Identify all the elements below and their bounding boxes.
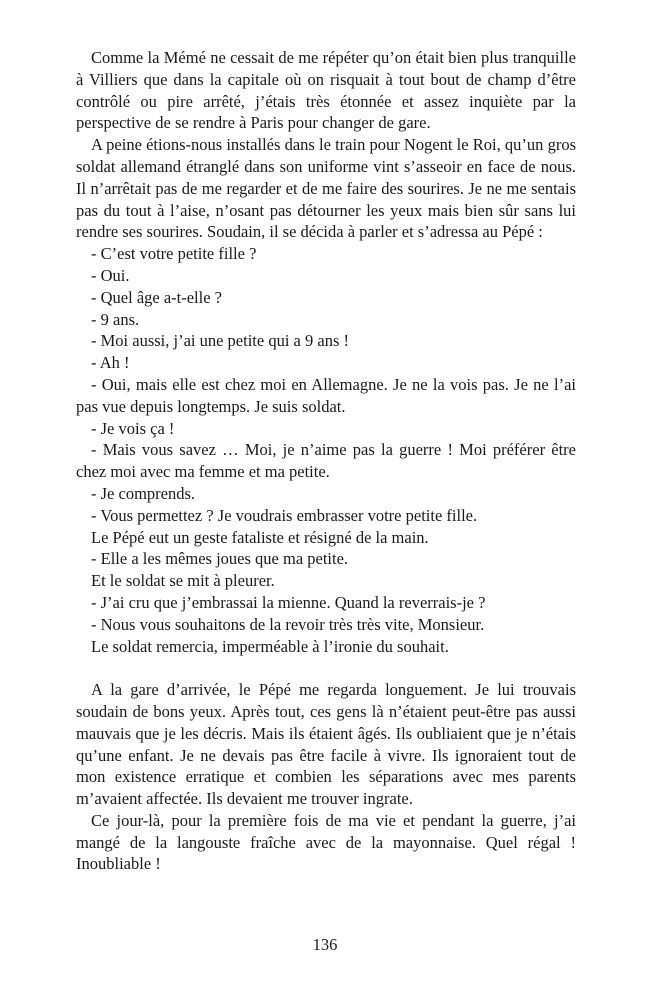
paragraph-4: Ce jour-là, pour la première fois de ma vie et pendant la guerre, j’ai mangé de la langouste fraîche avec de la mayonnaise. Quel régal ! Inoubliable ! [76,810,576,874]
paragraph-2: A peine étions-nous installés dans le train pour Nogent le Roi, qu’un gros soldat allemand étranglé dans son uniforme vint s’asseoir en face de nous. Il n’arrêtait pas de me regarder et de me faire des sourires. Je ne me sentais pas du tout à l’aise, n’osant pas détourner les yeux mais bien sûr sans lui rendre ses sourires. Soudain, il se décida à parler et s’adressa au Pépé : [76,135,576,242]
narration-line: Le soldat remercia, imperméable à l’ironie du souhait. [91,636,449,656]
dialogue-paragraph: - Oui, mais elle est chez moi en Allemagne. Je ne la vois pas. Je ne l’ai pas vue depuis longtemps. Je suis soldat. [76,374,576,416]
paragraph-3: A la gare d’arrivée, le Pépé me regarda longuement. Je lui trouvais soudain de bons yeux. Après tout, ces gens là n’étaient peut-être pas aussi mauvais que je les décris. Mais ils étaient âgés. Ils oubliaient que je n’étais qu’une enfant. Je ne devais pas être facile à vivre. Ils ignoraient tout de mon existence erratique et combien les séparations avec mes parents m’avaient affectée. Ils devaient me trouver ingrate. [76,680,576,809]
narration-line: Le Pépé eut un geste fataliste et résigné de la main. [91,527,429,547]
dialogue-line: - Je comprends. [91,483,196,503]
dialogue-paragraph: - Mais vous savez … Moi, je n’aime pas la guerre ! Moi préférer être chez moi avec ma femme et ma petite. [76,440,576,482]
dialogue-line: - Je vois ça ! [91,418,175,438]
dialogue-line: - Elle a les mêmes joues que ma petite. [91,549,349,569]
book-page-text [76,47,576,875]
narration-line: Et le soldat se mit à pleurer. [91,571,275,591]
dialogue-line: - Ah ! [91,353,130,373]
dialogue-line: - Oui. [91,265,130,285]
dialogue-line: - Quel âge a-t-elle ? [91,287,223,307]
page-number: 136 [312,935,338,954]
dialogue-line: - J’ai cru que j’embrassai la mienne. Quand la reverrais-je ? [91,592,486,612]
dialogue-line: - C’est votre petite fille ? [91,244,257,264]
dialogue-line: - Nous vous souhaitons de la revoir très très vite, Monsieur. [91,614,485,634]
dialogue-line: - 9 ans. [91,309,140,329]
dialogue-line: - Moi aussi, j’ai une petite qui a 9 ans ! [91,331,349,351]
paragraph-1: Comme la Mémé ne cessait de me répéter qu’on était bien plus tranquille à Villiers que dans la capitale où on risquait à tout bout de champ d’être contrôlé ou pire arrêté, j’étais très étonnée et assez inquiète par la perspective de se rendre à Paris pour changer de gare. [76,48,576,133]
section-spacer [76,657,576,679]
dialogue-line: - Vous permettez ? Je voudrais embrasser votre petite fille. [91,505,478,525]
